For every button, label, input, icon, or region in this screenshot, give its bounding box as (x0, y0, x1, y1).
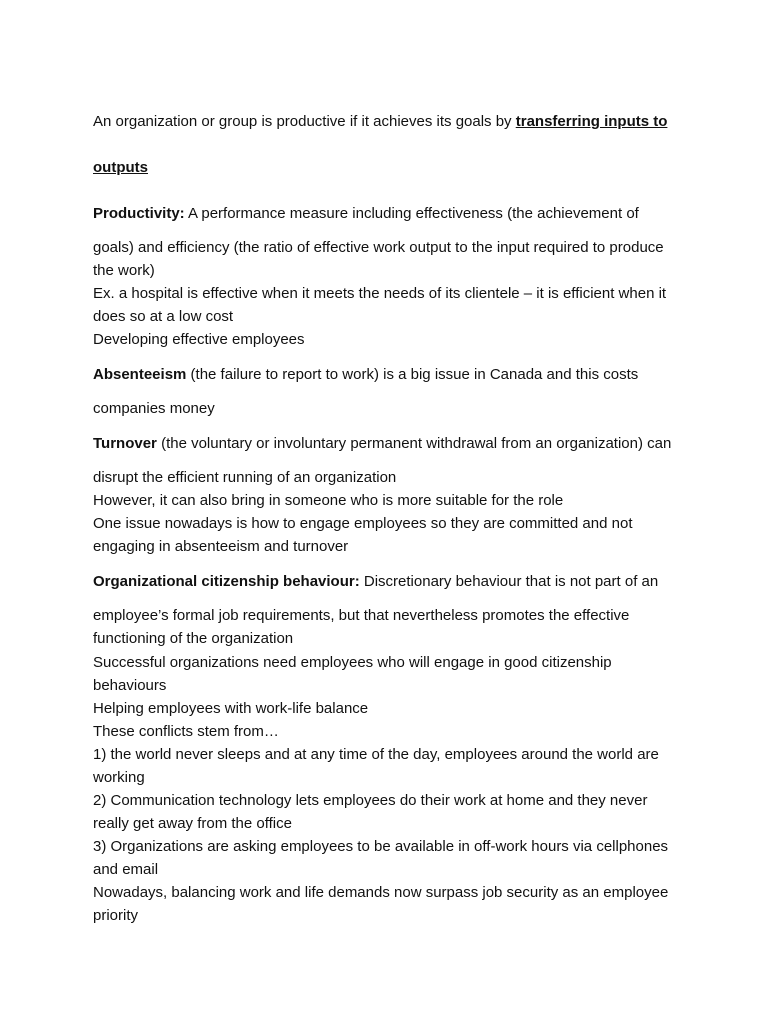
turnover-def-2: disrupt the efficient running of an organization (93, 469, 397, 486)
turnover-line-3: However, it can also bring in someone who is more suitable for the role (93, 492, 564, 509)
ocb-def-1: Discretionary behaviour that is not part of an (359, 573, 659, 590)
turnover-line-5: engaging in absenteeism and turnover (93, 538, 349, 555)
ocb-line-6: Helping employees with work-life balance (93, 700, 369, 717)
productivity-def-1: A performance measure including effectiveness (the achievement of (184, 205, 639, 222)
intro-line-1 (93, 113, 667, 131)
turnover-line-4: One issue nowadays is how to engage employees so they are committed and not (93, 515, 633, 532)
turnover-def-1: (the voluntary or involuntary permanent withdrawal from an organization) can (156, 435, 672, 452)
ocb-line-9: working (93, 769, 145, 786)
turnover-term: Turnover (93, 435, 157, 452)
ocb-line-8: 1) the world never sleeps and at any time of the day, employees around the world are (93, 746, 659, 763)
ocb-def-3: functioning of the organization (93, 630, 294, 647)
ocb-line-10: 2) Communication technology lets employees do their work at home and they never (93, 792, 648, 809)
ocb-line-5: behaviours (93, 677, 167, 694)
ocb-line-1 (93, 573, 658, 591)
ocb-line-11: really get away from the office (93, 815, 292, 832)
ocb-line-4: Successful organizations need employees who will engage in good citizenship (93, 654, 612, 671)
ocb-def-2: employee’s formal job requirements, but that nevertheless promotes the effective (93, 607, 630, 624)
intro-line-2 (93, 159, 148, 177)
productivity-def-3: the work) (93, 262, 155, 279)
productivity-def-2: goals) and efficiency (the ratio of effective work output to the input required to produce (93, 239, 664, 256)
ocb-line-7: These conflicts stem from… (93, 723, 279, 740)
productivity-example-1: Ex. a hospital is effective when it meets the needs of its clientele – it is efficient when it (93, 285, 667, 302)
intro-emphasis-cont: outputs (93, 159, 148, 176)
turnover-line-1 (93, 435, 671, 453)
productivity-example-2: does so at a low cost (93, 308, 234, 325)
absenteeism-term: Absenteeism (93, 366, 187, 383)
ocb-line-13: and email (93, 861, 159, 878)
productivity-note: Developing effective employees (93, 331, 305, 348)
ocb-line-15: priority (93, 907, 139, 924)
absenteeism-line-1 (93, 366, 638, 384)
ocb-line-14: Nowadays, balancing work and life demands now surpass job security as an employee (93, 884, 669, 901)
absenteeism-def-2: companies money (93, 400, 215, 417)
productivity-term: Productivity: (93, 205, 185, 222)
absenteeism-def-1: (the failure to report to work) is a big issue in Canada and this costs (186, 366, 639, 383)
ocb-term: Organizational citizenship behaviour: (93, 573, 360, 590)
productivity-line-1 (93, 205, 639, 223)
intro-emphasis: transferring inputs to (515, 113, 668, 130)
ocb-line-12: 3) Organizations are asking employees to be available in off-work hours via cellphones (93, 838, 669, 855)
intro-text: An organization or group is productive if it achieves its goals by (93, 113, 516, 130)
